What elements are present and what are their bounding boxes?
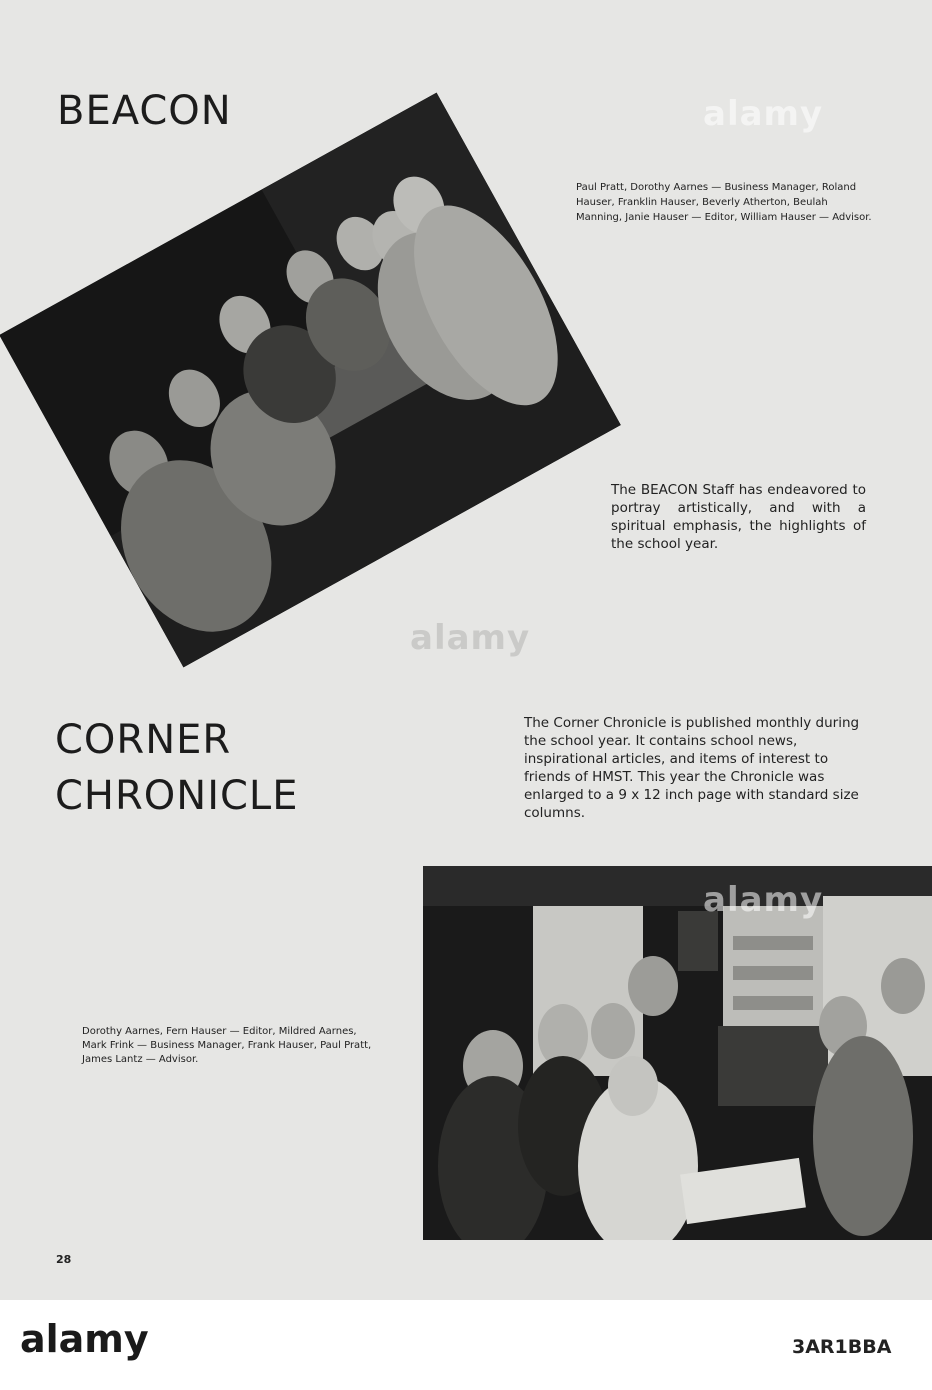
- beacon-photo-image: [0, 93, 621, 668]
- watermark: alamy: [703, 880, 824, 920]
- beacon-heading: BEACON: [57, 88, 232, 134]
- beacon-staff-photo: [0, 93, 621, 668]
- corner-chronicle-heading: [55, 712, 299, 824]
- alamy-logo[interactable]: alamy: [20, 1317, 149, 1361]
- chronicle-photo-image: [423, 866, 932, 1240]
- corner-chronicle-heading-line2: CHRONICLE: [55, 773, 299, 819]
- chronicle-caption: Dorothy Aarnes, Fern Hauser — Editor, Mildred Aarnes, Mark Frink — Business Manager, Frank Hauser, Paul Pratt, James Lantz — Advisor.: [82, 1026, 372, 1065]
- page-number: 28: [56, 1253, 72, 1266]
- beacon-caption: Paul Pratt, Dorothy Aarnes — Business Manager, Roland Hauser, Franklin Hauser, Beverly Atherton, Beulah Manning, Janie Hauser — Editor, William Hauser — Advisor.: [576, 182, 872, 223]
- watermark: alamy: [703, 94, 824, 134]
- beacon-description: The BEACON Staff has endeavored to portray artistically, and with a spiritual emphasis, the highlights of the school year.: [611, 482, 866, 552]
- chronicle-description: The Corner Chronicle is published monthly during the school year. It contains school news, inspirational articles, and items of interest to friends of HMST. This year the Chronicle was enlarged to a 9 x 12 inch page with standard size columns.: [524, 715, 860, 821]
- chronicle-staff-photo: [423, 866, 932, 1240]
- watermark: alamy: [410, 618, 531, 658]
- image-id: 3AR1BBA: [792, 1336, 892, 1358]
- corner-chronicle-heading-line1: CORNER: [55, 717, 232, 763]
